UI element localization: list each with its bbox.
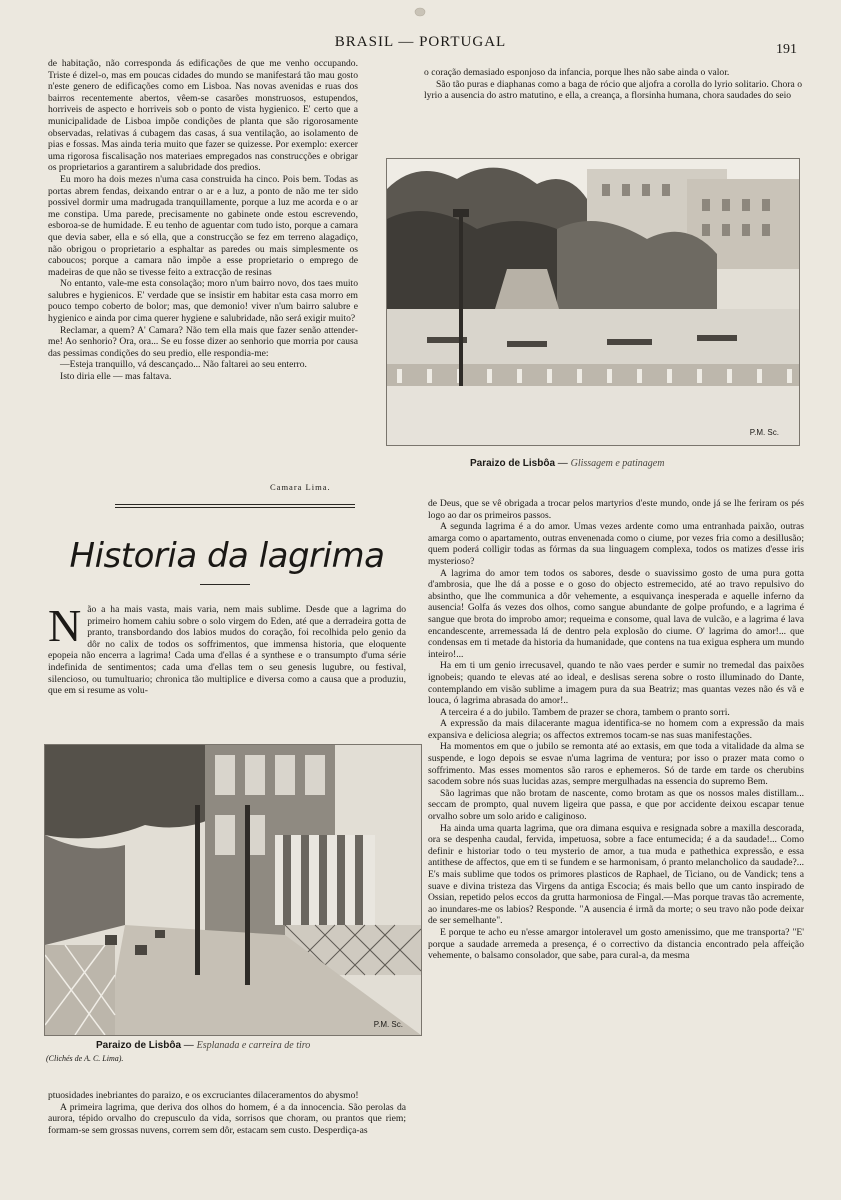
paragraph: São tão puras e diaphanas como a baga de rócio que aljofra a corolla do lyrio solitario. Chora o lyrio a ausencia do astro matutino, e ella, a creança, a florsinha humana, chora saudades do seio — [424, 78, 802, 102]
author-signature: Camara Lima. — [270, 482, 331, 492]
paragraph: o coração demasiado esponjoso da infancia, porque lhes não sabe ainda o valor. — [424, 67, 730, 78]
paragraph: E porque te acho eu n'esse amargor intoleravel um gosto amenissimo, que me transporta? "E' porque a saudade arremeda a presença, é o correctivo da distancia encontrado pela affeição vehemente, o balsamo consolador, que sabe, para cural-a, da mesma — [428, 926, 804, 962]
paragraph: A segunda lagrima é a do amor. Umas vezes ardente como uma entranhada paixão, outras amarga como o apartamento, outras envenenada como o ciume, por vezes fria como a desillusão; quem poderá colligir todas as fórmas da sua linguagem complexa, todos os matizes d'esse iris mysterioso? — [428, 521, 804, 567]
drop-cap: N — [48, 600, 82, 651]
essay-column-right-top — [424, 67, 802, 102]
story-column-right — [428, 498, 804, 962]
photo-credit: (Clichés de A. C. Lima). — [46, 1054, 124, 1063]
paragraph: de habitação, não corresponda ás edificações de que me venho occupando. Triste é dizel-o, mas em poucas cidades do mundo se manifestará tão mau gosto n'este genero de edificações como em Lisboa. Nas novas avenidas e ruas dos bairros recentemente abertos, vêem-se casarões monstruosos, estupendos, horriveis de aspecto e horriveis sob o ponto de vista hygienico. E' certo que a municipalidade de Lisboa impõe condições de planta que são rigorosamente observadas, relativas á cubagem das casas, á sua ventilação, ao isolamento de pias e fossas. Mas ainda teria muito que fazer se quizesse. Por exemplo: exercer uma rigorosa fiscalisação nos materiaes empregados nas construcções e obrigar os proprietarios a garantirem a salubridade dos predios. — [48, 58, 358, 174]
engraver-monogram: P.M. Sc. — [749, 428, 779, 437]
caption-place: Paraizo de Lisbôa — [470, 458, 556, 469]
paragraph: A terceira é a do jubilo. Tambem de prazer se chora, tambem o pranto sorri. — [440, 706, 730, 718]
paragraph: ptuosidades inebriantes do paraizo, e os excruciantes dilaceramentos do abysmo! — [48, 1090, 359, 1101]
story-title: Historia da lagrima — [69, 536, 385, 576]
caption-separator: — — [555, 458, 571, 469]
page-number: 191 — [776, 42, 797, 57]
paragraph: ão a ha mais vasta, mais varia, nem mais sublime. Desde que a lagrima do primeiro homem cahiu sobre o solo virgem do Eden, até que a derradeira gotta de pranto, transbordando dos labios mudos do coração, foi recolhida pelo genio da dôr no calix de todos os soffrimentos, que immensa historia, que eloquente epopeia não encerra a lagrima! Cada uma d'ellas é a synthese e o transumpto d'uma série indefinida de sentimentos; cada uma d'ellas tem o seu genesis lugubre, ou festival, silencioso, ou tumultuario; chronica tão multiplice e diversa como a causa que a produziu, que em si resume as volu- — [48, 604, 406, 697]
caption-esplanade — [96, 1040, 310, 1051]
engraver-monogram: P.M. Sc. — [373, 1020, 403, 1029]
story-opening — [48, 600, 406, 697]
paragraph: Eu moro ha dois mezes n'uma casa construida ha cinco. Pois bem. Todas as portas abrem fendas, deixando entrar o ar e a luz, a ponto de não me ter sido possivel dormir uma madrugada tranquillamente, porque a luz me acorda e o ar me constipa. Uma parede, precisamente no gabinete onde estou escrevendo, esboroa-se de humidade. E eu tenho de aguentar com tudo isto, porque a camara que devia saber, ella e só ella, que a construcção se fez em terreno alagadiço, não obrigou o proprietario a esphaltar as paredes ou mais simplesmente os caboucos; porque a camara não impõe a esse proprietario o emprego de madeiras de que não se tivesse feito a extracção de resinas — [48, 173, 358, 278]
paragraph: A expressão da mais dilacerante magua identifica-se no homem com a expressão da mais expansiva e deliciosa alegria; os affectos extremos tocam-se nas suas manifestações. — [428, 718, 804, 741]
paragraph: Ha ainda uma quarta lagrima, que ora dimana esquiva e resignada sobre a maxilla descorada, ora se despenha caudal, fervida, impetuosa, sobre a face entumecida; é a da saudade!... Como definir e historiar todo o teu mysterio de amor, a tua muda e pathethica expressão, e essa antithese de affectos, que em ti se fundem e se harmonisam, ó pranto melancholico da saudade?... E's mais sublime que todos os primores plasticos de Raphael, de Ticiano, ou de Vandick; tens a suave e divina tristeza das Virgens da antiga Escocia; és mais bello que um canto inspirado de Ossian, repetido pelos eccos da grutta harmoniosa de Fingal.—Mas porque travas tão acremente, ao inundares-me os labios? Responde. "A ausencia é irmã da morte; o seu travo não pode deixar de ser semelhante". — [428, 822, 804, 927]
paragraph: Ha momentos em que o jubilo se remonta até ao extasis, em que toda a vitalidade da alma se suspende, e logo depois se esvae n'uma lagrima de ventura; por isso o prazer mata como o soffrimento. Mas esses momentos são raros e ephemeros. Só de tarde em tarde os cherubins sacodem sobre nós suas lucidas azas, sempre mergulhadas na essencia do supremo Bem. — [428, 741, 804, 788]
caption-place: Paraizo de Lisbôa — [96, 1040, 182, 1051]
caption-description: Glissagem e patinagem — [570, 458, 665, 469]
essay-column-left — [48, 58, 358, 383]
title-underline — [200, 584, 250, 585]
paragraph: A lagrima do amor tem todos os sabores, desde o suavissimo gosto de uma pura gotta d'ambrosia, que lhe dá a posse e o goso do objecto estremecido, até ao travo repulsivo do absintho, que lhe communica a dôr vehemente, a esquivança inesperada e aquelle inferno da ausencia! Golfa ás vezes dos olhos, como sangue abundante de golpe profundo, e a lagrima é sangue que brota do improbo amor; requeima e consome, qual lava de vulcão, e a lagrima é lava encandescente, arremessada lá de dentro pela explosão do ciume. O' lagrima do amor!... que condensas em ti metade da historia da humanidade, que contens na tua exigua esphera um mundo inteiro!... — [428, 567, 804, 660]
paragraph: São lagrimas que não brotam de nascente, como brotam as que os nossos males distillam... seccam de prompto, qual nuvem ligeira que passa, e que por accidente deixou escapar tenue orvalho sobre um solo arido e caliginoso. — [428, 787, 804, 823]
photo-esplanade — [44, 744, 422, 1036]
ornament-icon — [412, 6, 428, 18]
paragraph: Ha em ti um genio irrecusavel, quando te não vaes perder e sumir no tremedal das paixões ignobeis; quando te elevas até ao ideal, e deslisas serena sobre o rosto illuminado do Dante, contemplando em visão sublime a imagem pura da sua Beatriz; mas quantas vezes não és vã e louca, ó lagrima abrasada do amor!.. — [428, 660, 804, 707]
caption-skating — [470, 458, 664, 469]
paragraph: Reclamar, a quem? A' Camara? Não tem ella mais que fazer senão attender-me! Ao senhorio? Ora, ora... Se eu fosse dizer ao senhorio que morria por causa das pessimas condições do seu predio, elle respondia-me: — [48, 324, 358, 359]
divider — [115, 504, 355, 505]
running-header: BRASIL — PORTUGAL — [334, 34, 507, 50]
caption-separator: — — [181, 1040, 197, 1051]
caption-description: Esplanada e carreira de tiro — [196, 1040, 311, 1051]
photo-skating-rink — [386, 158, 800, 446]
paragraph: No entanto, vale-me esta consolação; moro n'um bairro novo, dos taes muito salubres e hygienicos. E' verdade que se insistir em habitar esta casa morro em pouco tempo coberto de bolor; mas, que demonio! viver n'um bairro salubre e hygienico e ainda por cima querer hygiene e salubridade, não será exigir muito? — [48, 278, 358, 325]
paragraph: Isto diria elle — mas faltava. — [60, 371, 172, 383]
paragraph: —Esteja tranquillo, vá descançado... Não faltarei ao seu enterro. — [60, 359, 307, 371]
divider — [115, 507, 355, 508]
paragraph: A primeira lagrima, que deriva dos olhos do homem, é a da innocencia. São perolas da aurora, tépido orvalho do crepusculo da vida, sorrisos que choram, ou prantos que riem; formam-se sem grossas nuvens, correm sem dôr, estacam sem custo. Desperdiça-as — [48, 1101, 406, 1136]
story-column-left-bottom — [48, 1090, 406, 1136]
paragraph: de Deus, que se vê obrigada a trocar pelos martyrios d'este mundo, onde já se lhe feriram os pés logo ao dar os primeiros passos. — [428, 498, 804, 521]
